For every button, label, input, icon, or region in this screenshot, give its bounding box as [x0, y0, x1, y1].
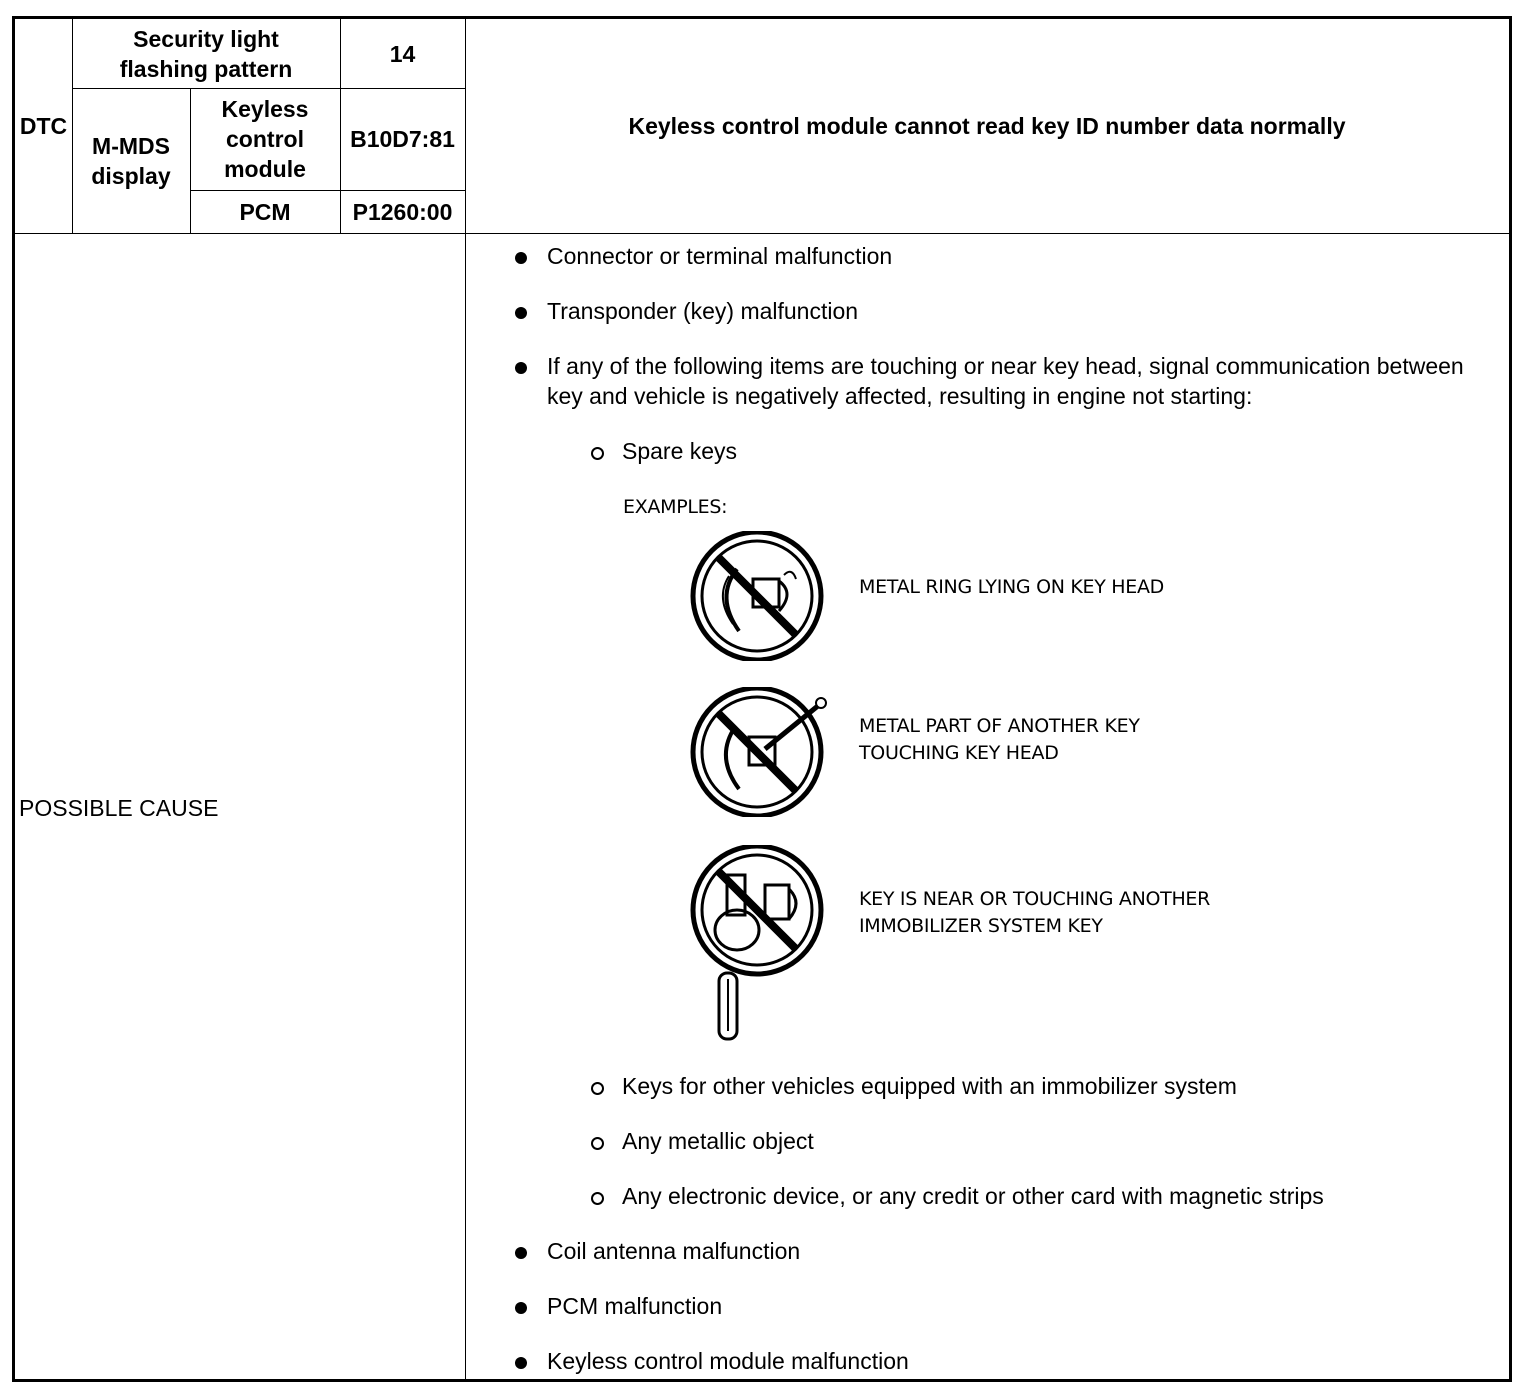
keyless-code: B10D7:81: [350, 126, 455, 152]
possible-cause-label: POSSIBLE CAUSE: [19, 795, 219, 821]
dtc-description: Keyless control module cannot read key ID number data normally: [628, 113, 1346, 139]
bullet-icon: [515, 1247, 527, 1259]
list-item: PCM malfunction: [547, 1293, 723, 1319]
list-item: If any of the following items are touching or near key head, signal communication between key and vehicle is negatively affected, resulting in engine not starting:: [547, 353, 1464, 409]
sub-list-item: Any electronic device, or any credit or other card with magnetic strips: [622, 1183, 1324, 1209]
no-immobilizer-key-icon: [687, 845, 827, 1045]
list-item: Transponder (key) malfunction: [547, 298, 859, 324]
example-caption: KEY IS NEAR OR TOUCHING ANOTHER IMMOBILIZER SYSTEM KEY: [859, 888, 1211, 937]
list-item: Connector or terminal malfunction: [547, 243, 893, 269]
sub-list-item: Any metallic object: [622, 1128, 814, 1154]
sub-list-item: Spare keys: [622, 438, 738, 464]
bullet-icon: [515, 307, 527, 319]
security-light-label: Security light flashing pattern: [119, 25, 293, 82]
sub-list-item: Keys for other vehicles equipped with an immobilizer system: [622, 1073, 1237, 1099]
divider: [15, 233, 1509, 234]
security-light-value: 14: [389, 40, 416, 67]
list-item: Coil antenna malfunction: [547, 1238, 801, 1264]
sub-bullet-icon: [591, 447, 604, 460]
pcm-label: PCM: [239, 198, 291, 225]
bullet-icon: [515, 362, 527, 374]
pcm-code: P1260:00: [352, 198, 453, 225]
sub-bullet-icon: [591, 1082, 604, 1095]
bullet-icon: [515, 1357, 527, 1369]
keyless-label: Keyless control module: [221, 96, 309, 182]
mmds-label: M-MDS display: [91, 132, 171, 189]
dtc-label: DTC: [19, 113, 68, 139]
sub-bullet-icon: [591, 1192, 604, 1205]
examples-label: EXAMPLES:: [623, 496, 728, 518]
example-caption: METAL RING LYING ON KEY HEAD: [859, 576, 1165, 598]
example-caption: METAL PART OF ANOTHER KEY TOUCHING KEY HEAD: [859, 715, 1140, 764]
bullet-icon: [515, 1302, 527, 1314]
no-key-touching-icon: [687, 687, 837, 817]
no-metal-ring-icon: [687, 531, 827, 661]
list-item: Keyless control module malfunction: [547, 1348, 909, 1374]
dtc-table: [12, 16, 1512, 1382]
bullet-icon: [515, 252, 527, 264]
sub-bullet-icon: [591, 1137, 604, 1150]
